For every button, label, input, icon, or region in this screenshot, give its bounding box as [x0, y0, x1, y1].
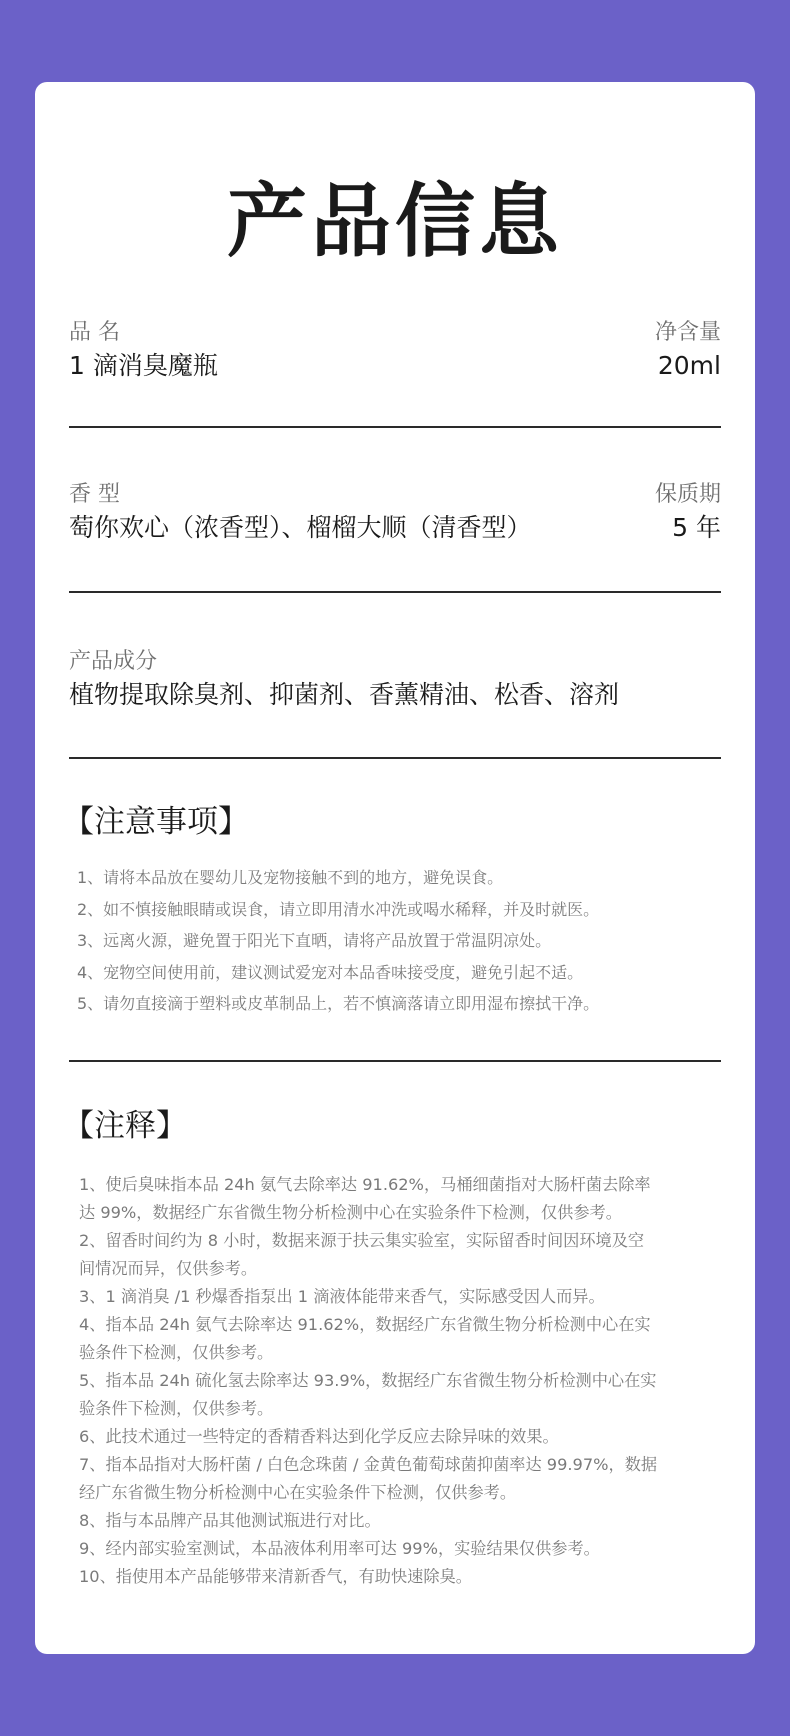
shelf-life-value: 5 年 — [672, 513, 721, 542]
ingredients-label: 产品成分 — [69, 649, 158, 674]
list-item: 1、请将本品放在婴幼儿及宠物接触不到的地方，避免误食。 — [77, 868, 504, 887]
name-label: 品 名 — [69, 320, 120, 345]
divider — [69, 757, 721, 759]
ingredients-value: 植物提取除臭剂、抑菌剂、香薰精油、松香、溶剂 — [69, 680, 620, 709]
note-line: 3、1 滴消臭 /1 秒爆香指泵出 1 滴液体能带来香气，实际感受因人而异。 — [79, 1287, 605, 1306]
note-line: 验条件下检测，仅供参考。 — [79, 1343, 274, 1362]
note-line: 2、留香时间约为 8 小时，数据来源于扶云集实验室，实际留香时间因环境及空 — [79, 1231, 645, 1250]
note-line: 经广东省微生物分析检测中心在实验条件下检测，仅供参考。 — [79, 1483, 517, 1502]
product-info-card — [35, 82, 755, 1654]
notice-heading: 【注意事项】 — [63, 804, 249, 840]
net-content-label: 净含量 — [654, 320, 721, 345]
note-line: 1、使后臭味指本品 24h 氨气去除率达 91.62%，马桶细菌指对大肠杆菌去除率 — [79, 1175, 651, 1194]
note-line: 6、此技术通过一些特定的香精香料达到化学反应去除异味的效果。 — [79, 1427, 559, 1446]
info-row-ingredients — [69, 647, 721, 717]
note-line: 间情况而异，仅供参考。 — [79, 1259, 258, 1278]
scent-label: 香 型 — [69, 482, 120, 507]
net-content-value: 20ml — [657, 351, 721, 380]
name-value: 1 滴消臭魔瓶 — [69, 351, 218, 380]
notes-list — [79, 1171, 719, 1591]
divider — [69, 1060, 721, 1062]
notice-list — [77, 862, 721, 1020]
info-row-scent — [69, 480, 721, 550]
note-line: 4、指本品 24h 氨气去除率达 91.62%，数据经广东省微生物分析检测中心在实 — [79, 1315, 651, 1334]
note-line: 验条件下检测，仅供参考。 — [79, 1399, 274, 1418]
note-line: 10、指使用本产品能够带来清新香气，有助快速除臭。 — [79, 1567, 472, 1586]
list-item: 3、远离火源，避免置于阳光下直晒，请将产品放置于常温阴凉处。 — [77, 931, 552, 950]
note-line: 5、指本品 24h 硫化氢去除率达 93.9%，数据经广东省微生物分析检测中心在实 — [79, 1371, 657, 1390]
list-item: 2、如不慎接触眼睛或误食，请立即用清水冲洗或喝水稀释，并及时就医。 — [77, 899, 600, 919]
note-line: 9、经内部实验室测试，本品液体利用率可达 99%，实验结果仅供参考。 — [79, 1539, 600, 1558]
note-line: 8、指与本品牌产品其他测试瓶进行对比。 — [79, 1511, 381, 1530]
note-line: 达 99%，数据经广东省微生物分析检测中心在实验条件下检测，仅供参考。 — [79, 1203, 622, 1222]
info-row-name — [69, 318, 721, 388]
page-title: 产品信息 — [227, 175, 563, 268]
notes-heading: 【注释】 — [63, 1108, 187, 1144]
list-item: 4、宠物空间使用前，建议测试爱宠对本品香味接受度，避免引起不适。 — [77, 962, 584, 982]
list-item: 5、请勿直接滴于塑料或皮革制品上，若不慎滴落请立即用湿布擦拭干净。 — [77, 994, 600, 1013]
shelf-life-label: 保质期 — [654, 482, 721, 507]
scent-value: 萄你欢心（浓香型）、榴榴大顺（清香型） — [69, 513, 532, 542]
note-line: 7、指本品指对大肠杆菌 / 白色念珠菌 / 金黄色葡萄球菌抑菌率达 99.97%，数据 — [79, 1455, 658, 1474]
divider — [69, 591, 721, 593]
divider — [69, 426, 721, 428]
